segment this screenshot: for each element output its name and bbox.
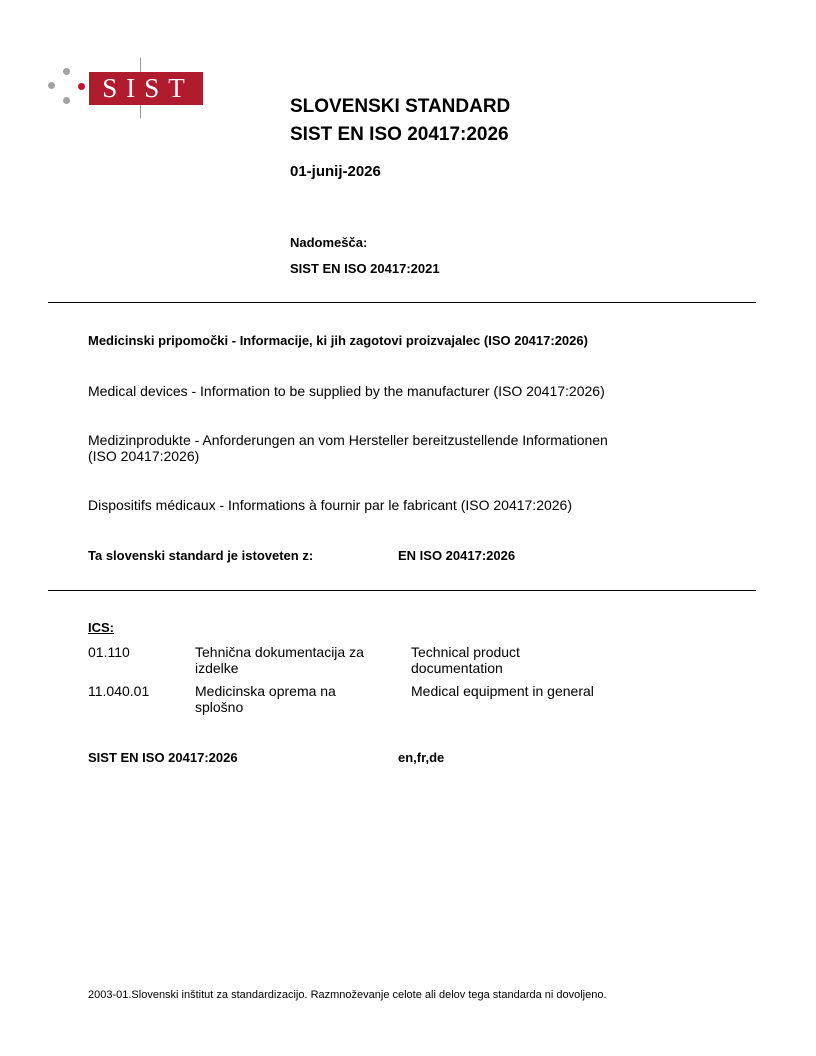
standard-number-heading: SIST EN ISO 20417:2026 bbox=[290, 124, 509, 145]
identical-value: EN ISO 20417:2026 bbox=[398, 548, 516, 563]
title-german-line2: (ISO 20417:2026) bbox=[88, 448, 200, 464]
logo-wordmark: SIST bbox=[89, 72, 203, 105]
title-german-line1: Medizinprodukte - Anforderungen an vom Hersteller bereitzustellende Informationen bbox=[88, 432, 608, 448]
identical-label: Ta slovenski standard je istoveten z: bbox=[88, 548, 314, 563]
ics-code: 01.110 bbox=[88, 644, 130, 660]
bottom-languages: en,fr,de bbox=[398, 750, 445, 765]
title-french: Dispositifs médicaux - Informations à fournir par le fabricant (ISO 20417:2026) bbox=[88, 497, 573, 513]
ics-slovenian-line1: Medicinska oprema na bbox=[195, 683, 336, 699]
copyright-footer: 2003-01.Slovenski inštitut za standardizacijo. Razmnoževanje celote ali delov tega standarda ni dovoljeno. bbox=[88, 989, 607, 1001]
ics-english-line1: Medical equipment in general bbox=[411, 683, 594, 699]
divider-middle bbox=[48, 590, 756, 591]
title-english: Medical devices - Information to be supplied by the manufacturer (ISO 20417:2026) bbox=[88, 383, 605, 399]
ics-slovenian-line2: izdelke bbox=[195, 660, 239, 676]
logo-dot-left bbox=[48, 82, 55, 89]
standard-type-heading: SLOVENSKI STANDARD bbox=[290, 96, 511, 117]
ics-code: 11.040.01 bbox=[88, 683, 150, 699]
ics-slovenian-line2: splošno bbox=[195, 699, 244, 715]
ics-english-line2: documentation bbox=[411, 660, 503, 676]
publication-date: 01-junij-2026 bbox=[290, 163, 381, 180]
bottom-standard-number: SIST EN ISO 20417:2026 bbox=[88, 750, 238, 765]
ics-slovenian-line1: Tehnična dokumentacija za bbox=[195, 644, 364, 660]
logo-dot-bottom bbox=[63, 97, 70, 104]
ics-heading: ICS: bbox=[88, 620, 114, 635]
replaces-label: Nadomešča: bbox=[290, 235, 368, 250]
logo-dot-right bbox=[78, 83, 85, 90]
logo-dot-top bbox=[63, 68, 70, 75]
divider-top bbox=[48, 302, 756, 303]
title-slovenian: Medicinski pripomočki - Informacije, ki jih zagotovi proizvajalec (ISO 20417:2026) bbox=[88, 333, 588, 348]
replaces-value: SIST EN ISO 20417:2021 bbox=[290, 261, 440, 276]
ics-english-line1: Technical product bbox=[411, 644, 520, 660]
